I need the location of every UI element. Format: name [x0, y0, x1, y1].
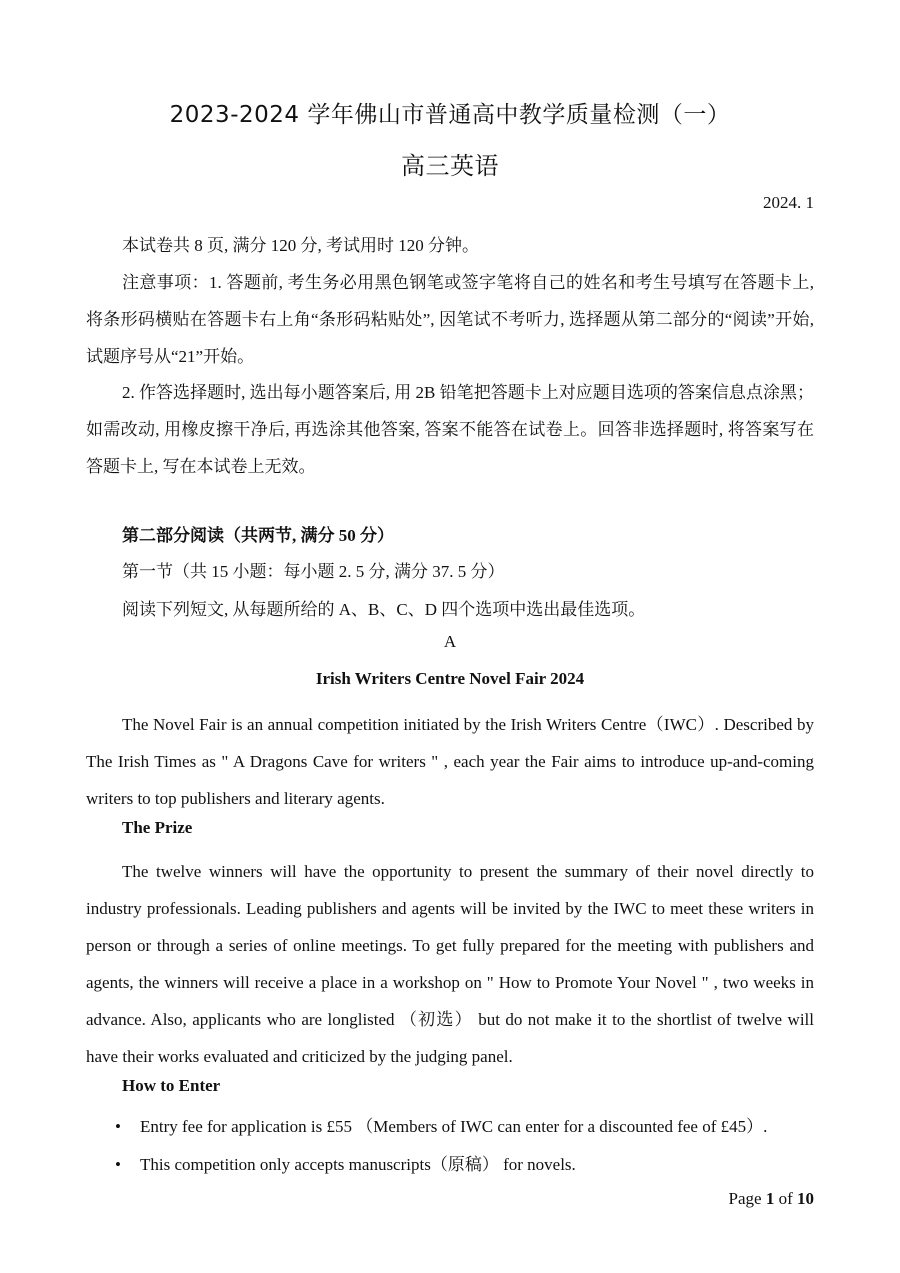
prize-paragraph: The twelve winners will have the opportunity to present the summary of their novel directly to industry professionals. Leading publishers and agents will be invited by the IWC to meet these writers in person or through a series of online meetings. To get fully prepared for the meeting with publishers and agents, the winners will receive a place in a workshop on " How to Promote Your Novel " , two weeks in advance. Also, applicants who are longlisted （初选） but do not make it to the shortlist of twelve will have their works evaluated and criticized by the judging panel.	[86, 862, 814, 1066]
list-item	[115, 1112, 767, 1137]
page-total: 10	[797, 1189, 814, 1208]
bullet-icon: •	[115, 1117, 121, 1136]
section-directions: 阅读下列短文, 从每题所给的 A、B、C、D 四个选项中选出最佳选项。	[122, 600, 646, 619]
list-item	[115, 1150, 576, 1175]
list-item-text: Entry fee for application is £55 （Members of IWC can enter for a discounted fee of £45）.	[140, 1117, 768, 1136]
prize-heading: The Prize	[122, 818, 193, 837]
exam-date: 2024. 1	[763, 193, 814, 212]
list-item-text: This competition only accepts manuscripts（原稿） for novels.	[140, 1155, 576, 1174]
exam-title: 2023-2024 学年佛山市普通高中教学质量检测（一）	[169, 102, 731, 128]
passage-letter: A	[443, 632, 457, 651]
instructions-intro: 本试卷共 8 页, 满分 120 分, 考试用时 120 分钟。	[122, 236, 479, 255]
page-number	[729, 1189, 814, 1209]
instructions-note-2: 2. 作答选择题时, 选出每小题答案后, 用 2B 铅笔把答题卡上对应题目选项的答案信息点涂黑；如需改动, 用橡皮擦干净后, 再选涂其他答案, 答案不能答在试卷上。回答非选择题时, 将答案写在答题卡上, 写在本试卷上无效。	[86, 383, 814, 476]
instructions-note-1: 注意事项：1. 答题前, 考生务必用黑色钢笔或签字笔将自己的姓名和考生号填写在答题卡上, 将条形码横贴在答题卡右上角“条形码粘贴处”, 因笔试不考听力, 选择题从第二部分的“阅读”开始, 试题序号从“21”开始。	[86, 273, 814, 366]
page-label: Page	[728, 1189, 766, 1208]
section-heading: 第二部分阅读（共两节, 满分 50 分）	[122, 526, 394, 545]
passage-title: Irish Writers Centre Novel Fair 2024	[315, 669, 585, 688]
passage-paragraph-1: The Novel Fair is an annual competition initiated by the Irish Writers Centre（IWC）. Described by The Irish Times as " A Dragons Cave for writers " , each year the Fair aims to introduce up-and-coming writers to top publishers and literary agents.	[86, 715, 814, 808]
exam-subject: 高三英语	[401, 152, 499, 180]
how-to-enter-heading: How to Enter	[122, 1076, 221, 1095]
page-current: 1	[765, 1189, 775, 1208]
page-of: of	[774, 1189, 797, 1208]
bullet-icon: •	[115, 1155, 121, 1174]
section-sub-heading: 第一节（共 15 小题：每小题 2. 5 分, 满分 37. 5 分）	[122, 562, 505, 581]
